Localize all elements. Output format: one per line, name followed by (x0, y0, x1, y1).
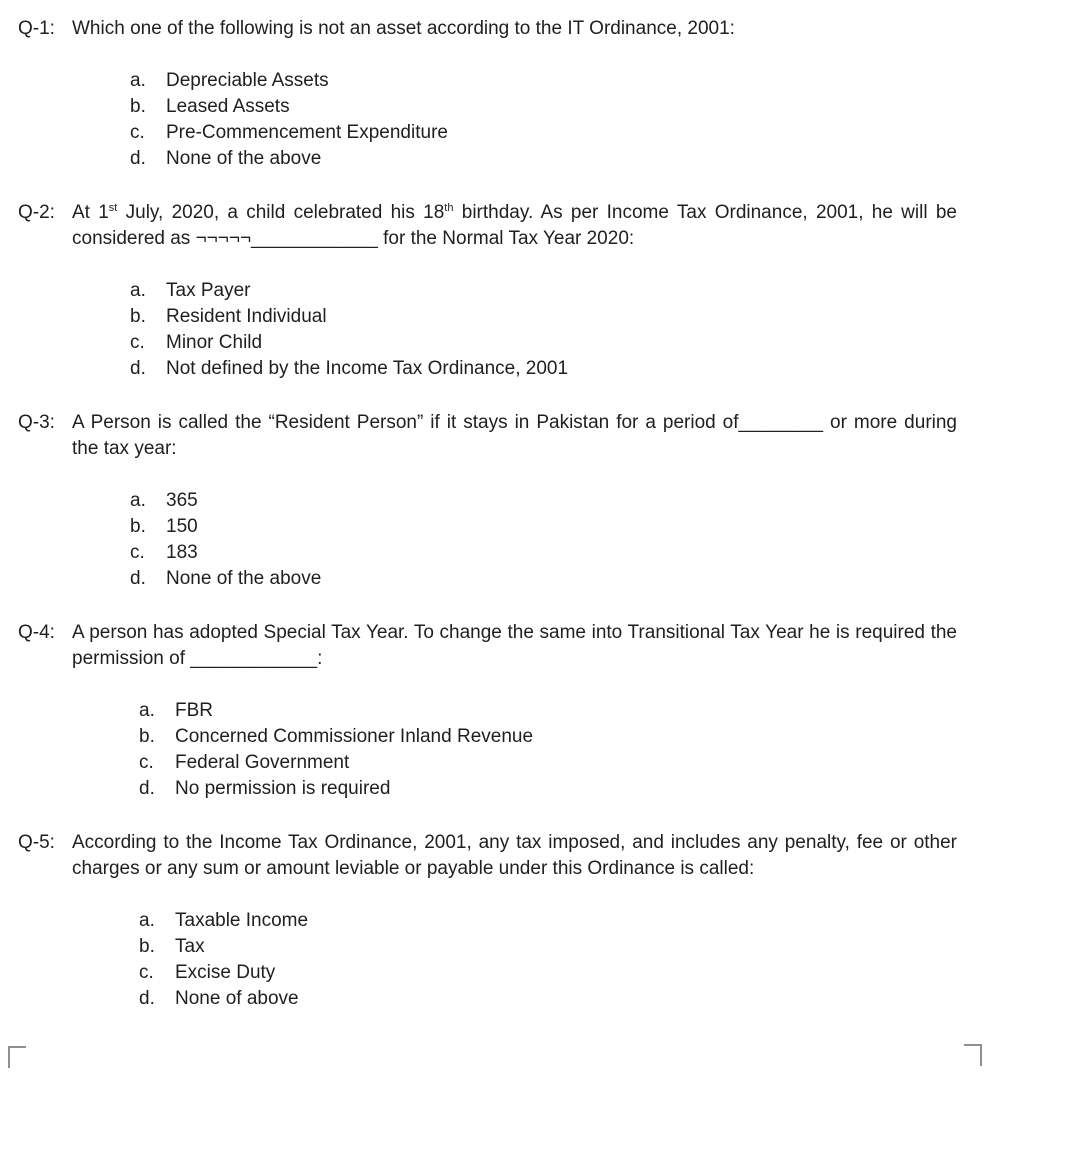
option-text: 365 (166, 490, 198, 511)
option-letter: d. (130, 568, 146, 589)
question-label: Q-1: (18, 18, 55, 39)
option-b (139, 724, 1080, 750)
question-row (18, 830, 1080, 882)
page-corner-mark-left (8, 1046, 26, 1068)
question-row (18, 16, 1080, 42)
question-text (72, 200, 963, 252)
option-letter: c. (130, 542, 145, 563)
option-b (130, 304, 1080, 330)
option-a (130, 488, 1080, 514)
option-letter: b. (130, 96, 146, 117)
question-4 (18, 620, 1080, 802)
option-b (130, 514, 1080, 540)
question-text-part: birthday. As per Income Tax Ordinance, 2001, he will be considered as ¬¬¬¬¬____________ for the Normal Tax Year 2020: (72, 202, 963, 249)
option-c (130, 120, 1080, 146)
option-letter: a. (139, 700, 155, 721)
option-text: Excise Duty (175, 962, 276, 983)
question-5 (18, 830, 1080, 1012)
option-letter: b. (130, 516, 146, 537)
option-letter: c. (139, 962, 154, 983)
option-letter: b. (130, 306, 146, 327)
options-list (130, 278, 1080, 382)
question-text: A Person is called the “Resident Person” if it stays in Pakistan for a period of________ or more during the tax year: (72, 412, 957, 459)
option-text: Tax Payer (166, 280, 251, 301)
option-letter: c. (130, 122, 145, 143)
question-label: Q-2: (18, 202, 55, 223)
question-label: Q-5: (18, 832, 55, 853)
options-list (130, 68, 1080, 172)
question-text-part: July, 2020, a child celebrated his 18 (117, 202, 445, 223)
option-text: Leased Assets (166, 96, 290, 117)
option-b (139, 934, 1080, 960)
question-row (18, 620, 1080, 672)
option-c (139, 960, 1080, 986)
option-text: Concerned Commissioner Inland Revenue (175, 726, 534, 747)
question-row (18, 410, 1080, 462)
option-text: 150 (166, 516, 198, 537)
question-label: Q-3: (18, 412, 55, 433)
question-text-part: At 1 (72, 202, 109, 223)
option-text: Minor Child (166, 332, 263, 353)
option-text: None of above (175, 988, 299, 1009)
option-letter: a. (130, 70, 146, 91)
option-letter: d. (130, 148, 146, 169)
option-c (139, 750, 1080, 776)
option-letter: c. (139, 752, 154, 773)
option-letter: a. (139, 910, 155, 931)
option-letter: b. (139, 936, 155, 957)
question-2 (18, 200, 1080, 382)
option-c (130, 540, 1080, 566)
option-text: 183 (166, 542, 198, 563)
question-label: Q-4: (18, 622, 55, 643)
superscript-ordinal: st (108, 202, 118, 214)
option-d (130, 566, 1080, 592)
option-text: None of the above (166, 568, 322, 589)
question-3 (18, 410, 1080, 592)
question-1 (18, 16, 1080, 172)
question-row (18, 200, 1080, 252)
option-d (139, 776, 1080, 802)
option-d (130, 356, 1080, 382)
option-c (130, 330, 1080, 356)
option-letter: c. (130, 332, 145, 353)
options-list (139, 908, 1080, 1012)
option-letter: b. (139, 726, 155, 747)
question-text: A person has adopted Special Tax Year. To change the same into Transitional Tax Year he is required the permission of ____________: (72, 622, 957, 669)
option-text: No permission is required (175, 778, 391, 799)
option-a (130, 68, 1080, 94)
option-a (139, 908, 1080, 934)
option-letter: a. (130, 490, 146, 511)
option-a (139, 698, 1080, 724)
option-text: None of the above (166, 148, 322, 169)
option-text: Federal Government (175, 752, 350, 773)
option-text: Taxable Income (175, 910, 309, 931)
option-d (139, 986, 1080, 1012)
option-text: FBR (175, 700, 213, 721)
option-letter: d. (139, 778, 155, 799)
option-text: Pre-Commencement Expenditure (166, 122, 448, 143)
option-text: Resident Individual (166, 306, 327, 327)
options-list (139, 698, 1080, 802)
option-letter: d. (139, 988, 155, 1009)
option-letter: a. (130, 280, 146, 301)
option-b (130, 94, 1080, 120)
option-text: Not defined by the Income Tax Ordinance, 2001 (166, 358, 569, 379)
option-text: Depreciable Assets (166, 70, 329, 91)
page-corner-mark-right (964, 1044, 982, 1066)
options-list (130, 488, 1080, 592)
option-letter: d. (130, 358, 146, 379)
superscript-ordinal: th (444, 202, 454, 214)
option-a (130, 278, 1080, 304)
option-text: Tax (175, 936, 205, 957)
question-text: According to the Income Tax Ordinance, 2001, any tax imposed, and includes any penalty, fee or other charges or any sum or amount leviable or payable under this Ordinance is called: (72, 832, 957, 879)
question-text: Which one of the following is not an asset according to the IT Ordinance, 2001: (72, 18, 735, 39)
option-d (130, 146, 1080, 172)
